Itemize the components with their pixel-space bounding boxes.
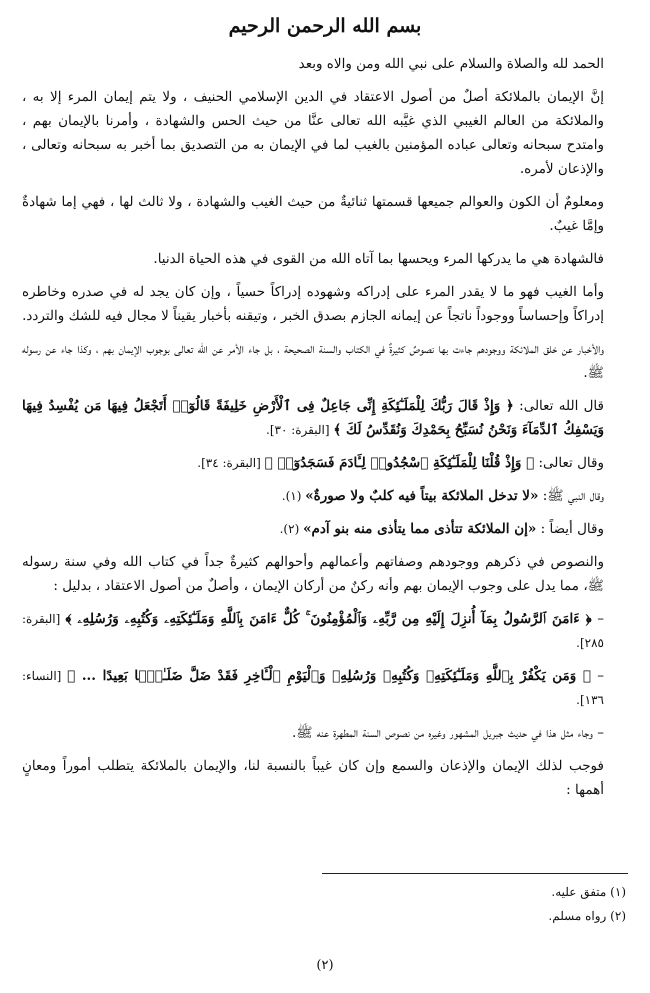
hadith-quote-1 — [22, 484, 626, 508]
verse-text: ﴿ ءَامَنَ ٱلرَّسُولُ بِمَآ أُنزِلَ إِلَيْهِ مِن رَّبِّهِۦ وَٱلْمُؤْمِنُونَ ۚ كُلٌّ ءَامَنَ بِٱللَّهِ وَمَلَـٰٓئِكَتِهِۦ وَكُتُبِهِۦ وَرُسُلِهِۦ ﴾ — [65, 611, 592, 627]
footnote-marker: (١). — [281, 489, 306, 503]
verse-intro: قال الله تعالى: — [513, 398, 604, 414]
verse-reference: [النساء: ١٣٦]. — [22, 669, 604, 707]
verse-quote-1 — [22, 394, 626, 442]
evidence-text: وجاء مثل هذا في حديث جبريل المشهور وغيره من نصوص السنة المطهرة عنه ﷺ. — [291, 725, 593, 741]
dash-marker: – — [591, 611, 605, 627]
verse-text: ﴿ وَمَن يَكْفُرْ بِٱللَّهِ وَمَلَـٰٓئِكَتِهِۦ وَكُتُبِهِۦ وَرُسُلِهِۦ وَٱلْيَوْمِ ٱلْـَٔاخِرِ فَقَدْ ضَلَّ ضَلَـٰلًۢا بَعِيدًا ... ﴾ — [67, 668, 592, 684]
paragraph-1: إنَّ الإيمان بالملائكة أصلٌ من أصول الاعتقاد في الدين الإسلامي الحنيف ، ولا يتم إيمان المرء إلا به ، والملائكة من العالم الغيبي الذي غيَّبه الله تعالى عنَّا من حيث الحس والشهادة ، وأمرنا بالإيمان بهم ، وامتدح سبحانه وتعالى عباده المؤمنين بالغيب لما في الإيمان به من التصديق بما أخبر به سبحانه وتعالى ، والإذعان لأمره. — [22, 89, 604, 177]
footnote-text: متفق عليه. — [551, 885, 607, 899]
evidence-item-3 — [22, 721, 626, 745]
verse-text: ﴿ وَإِذْ قَالَ رَبُّكَ لِلْمَلَـٰٓئِكَةِ إِنِّى جَاعِلٌ فِى ٱلْأَرْضِ خَلِيفَةً قَالُوٓا۟ أَتَجْعَلُ فِيهَا مَن يُفْسِدُ فِيهَا وَيَسْفِكُ ٱلدِّمَآءَ وَنَحْنُ نُسَبِّحُ بِحَمْدِكَ وَنُقَدِّسُ لَكَ ﴾ — [22, 398, 604, 438]
verse-intro: وقال تعالى: — [534, 455, 604, 471]
dash-marker: – — [592, 725, 604, 741]
footnotes — [22, 880, 626, 928]
hadith-text: «لا تدخل الملائكة بيتاً فيه كلبٌ ولا صورةٌ» — [305, 488, 539, 504]
footnote-divider — [322, 873, 628, 874]
footnote-2 — [22, 904, 626, 928]
footnote-text: رواه مسلم. — [548, 909, 607, 923]
hadith-intro: وقال النبي ﷺ: — [538, 488, 604, 504]
footnote-number: (٢) — [610, 909, 626, 923]
evidence-item-2 — [22, 664, 626, 712]
paragraph-2: ومعلومٌ أن الكون والعوالم جميعها قسمتها ثنائيةٌ من حيث الغيب والشهادة ، ولا ثالث لها ، فهي إما شهادةٌ وإمَّا غيبٌ. — [22, 194, 604, 234]
footnote-number: (١) — [610, 885, 626, 899]
footnote-1 — [22, 880, 626, 904]
verse-reference: [البقرة: ٣٠]. — [266, 423, 334, 437]
hadith-intro: وقال أيضاً : — [536, 521, 604, 537]
verse-reference: [البقرة: ٣٤]. — [197, 456, 265, 470]
paragraph-5: والأخبار عن خلق الملائكة ووجودهم جاءت بها نصوصٌ كثيرةٌ في الكتاب والسنة الصحيحة ، بل جاء الأمر عن الله تعالى بوجوب الإيمان بهم ، وكذا جاء عن رسوله ﷺ. — [22, 341, 604, 381]
verse-reference: [البقرة: ٢٨٥]. — [22, 612, 604, 650]
verse-quote-2 — [22, 451, 626, 475]
hadith-text: «إن الملائكة تتأذى مما يتأذى منه بنو آدم» — [303, 521, 537, 537]
page-number: (٢) — [316, 958, 334, 973]
hadith-quote-2 — [22, 517, 626, 541]
paragraph-4: وأما الغيب فهو ما لا يقدر المرء على إدراكه وشهوده إدراكاً حسياً ، وإن كان يجد له في صدره وخاطره إدراكاً وإحساساً ووجوداً ناتجاً عن إيمانه الجازم بصدق الخبر ، وتيقنه بأخبار يقيناً لا مجال فيه للشك والتردد. — [22, 284, 604, 324]
dash-marker: – — [591, 668, 604, 684]
paragraph-6: والنصوص في ذكرهم ووجودهم وصفاتهم وأعمالهم وأحوالهم كثيرةٌ جداً في كتاب الله وفي سنة رسوله ﷺ، مما يدل على وجوب الإيمان بهم وأنه ركنٌ من أركان الإيمان ، وأصلٌ من أصول الاعتقاد ، بدليل : — [22, 554, 604, 594]
evidence-item-1 — [22, 607, 626, 655]
verse-text: ﴿ وَإِذْ قُلْنَا لِلْمَلَـٰٓئِكَةِ ٱسْجُدُوا۟ لِـَٔادَمَ فَسَجَدُوٓا۟ ﴾ — [264, 455, 535, 471]
page-title: بسم الله الرحمن الرحيم — [228, 15, 422, 37]
paragraph-3: فالشهادة هي ما يدركها المرء ويحسها بما آتاه الله من القوى في هذه الحياة الدنيا. — [153, 251, 604, 267]
opening-line: الحمد لله والصلاة والسلام على نبي الله ومن والاه وبعد — [298, 56, 604, 72]
main-text — [22, 52, 626, 811]
paragraph-7: فوجب لذلك الإيمان والإذعان والسمع وإن كان غيباً بالنسبة لنا، والإيمان بالملائكة يتطلب أموراً ومعانٍ أهمها : — [22, 758, 604, 798]
footnote-marker: (٢). — [279, 522, 304, 536]
